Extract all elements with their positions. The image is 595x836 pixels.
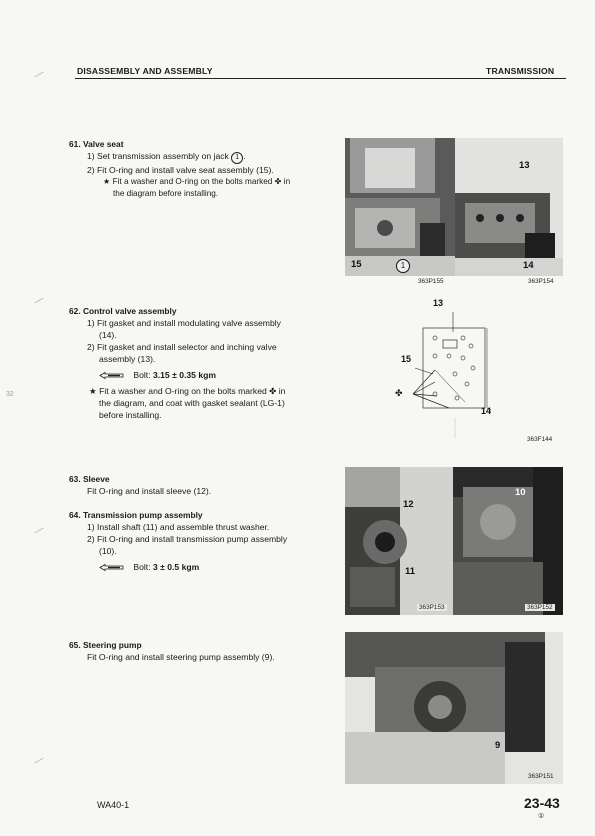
- callout-label: 15: [401, 354, 412, 364]
- section-62: [69, 305, 339, 421]
- callout-label: 9: [495, 740, 501, 751]
- section-64: [69, 509, 339, 577]
- figure-caption: 363P154: [528, 278, 554, 285]
- section-61: [69, 138, 334, 200]
- margin-dash: [34, 758, 43, 764]
- callout-label: 13: [433, 298, 444, 308]
- note-cont: the diagram, and coat with gasket sealant (LG-1): [99, 398, 285, 408]
- footer-model: WA40-1: [97, 800, 130, 810]
- margin-dash: [34, 528, 43, 534]
- step-cont: assembly (13).: [99, 354, 156, 364]
- section-63: [69, 473, 339, 497]
- callout-label: 14: [481, 406, 492, 416]
- photo-363P155: [345, 138, 455, 276]
- callout-circle: 1: [396, 259, 410, 273]
- torque-label: Bolt:: [133, 370, 151, 380]
- step: 2) Fit O-ring and install valve seat assembly (15).: [87, 165, 274, 175]
- photo-363P152: [453, 467, 563, 615]
- figure-caption: 363P151: [528, 773, 554, 780]
- section-title: 61. Valve seat: [69, 139, 124, 149]
- figure-caption: 363P155: [418, 278, 444, 285]
- header-rule: [75, 78, 566, 79]
- figure-caption: 363P152: [527, 604, 553, 611]
- step: 2) Fit gasket and install selector and inching valve: [87, 342, 277, 352]
- photo-363P153: [345, 467, 453, 615]
- margin-mark: 32: [6, 391, 14, 398]
- margin-dash: [34, 298, 43, 304]
- torque-label: Bolt:: [133, 562, 151, 572]
- photo-image: [453, 467, 563, 615]
- callout-label: 13: [519, 160, 530, 171]
- photo-363P154: [455, 138, 563, 276]
- callout-label: 10: [515, 487, 526, 498]
- diagram-363F144: [395, 298, 495, 438]
- step: 2) Fit O-ring and install transmission pump assembly: [87, 534, 288, 544]
- paragraph: Fit O-ring and install steering pump assembly (9).: [87, 652, 275, 662]
- note-cont: the diagram before installing.: [113, 189, 219, 198]
- header-section-title: DISASSEMBLY AND ASSEMBLY: [77, 66, 213, 76]
- page-number: 23-43: [524, 795, 560, 811]
- step-cont: (10).: [99, 546, 117, 556]
- photo-image: [345, 138, 455, 276]
- wrench-icon: [99, 371, 125, 380]
- torque-spec: [99, 561, 339, 573]
- callout-label: 14: [523, 260, 534, 271]
- photo-363P151: [345, 632, 563, 784]
- step-cont: (14).: [99, 330, 117, 340]
- step-text: 1) Set transmission assembly on jack: [87, 151, 229, 161]
- section-title: 65. Steering pump: [69, 640, 142, 650]
- figure-caption: 363P153: [419, 604, 445, 611]
- section-title: 62. Control valve assembly: [69, 306, 177, 316]
- note-cont: before installing.: [99, 410, 162, 420]
- wrench-icon: [99, 563, 125, 572]
- margin-dash: [34, 72, 43, 78]
- section-title: 63. Sleeve: [69, 474, 110, 484]
- callout-circle: 1: [231, 152, 243, 164]
- header-chapter-title: TRANSMISSION: [486, 66, 555, 76]
- photo-image: [345, 467, 453, 615]
- torque-value: 3.15 ± 0.35 kgm: [152, 370, 216, 380]
- callout-label: 12: [403, 499, 414, 510]
- revision-mark: ①: [538, 813, 545, 820]
- note: ★ Fit a washer and O-ring on the bolts marked ✤ in: [89, 386, 286, 396]
- section-65: [69, 639, 339, 663]
- section-title: 64. Transmission pump assembly: [69, 510, 203, 520]
- torque-value: 3 ± 0.5 kgm: [152, 562, 200, 572]
- step: 1) Set transmission assembly on jack 1 .: [69, 150, 334, 164]
- figure-caption: 363F144: [527, 436, 553, 443]
- torque-spec: [99, 369, 339, 381]
- callout-label: 15: [351, 259, 362, 270]
- bolt-mark-icon: ✤: [395, 388, 403, 398]
- step: 1) Install shaft (11) and assemble thrust washer.: [87, 522, 270, 532]
- step: 1) Fit gasket and install modulating valve assembly: [87, 318, 281, 328]
- photo-image: [345, 632, 563, 784]
- valve-diagram: [405, 298, 495, 438]
- photo-image: [455, 138, 563, 276]
- paragraph: Fit O-ring and install sleeve (12).: [87, 486, 212, 496]
- callout-label: 11: [405, 566, 416, 577]
- note: ★ Fit a washer and O-ring on the bolts marked ✤ in: [103, 177, 291, 186]
